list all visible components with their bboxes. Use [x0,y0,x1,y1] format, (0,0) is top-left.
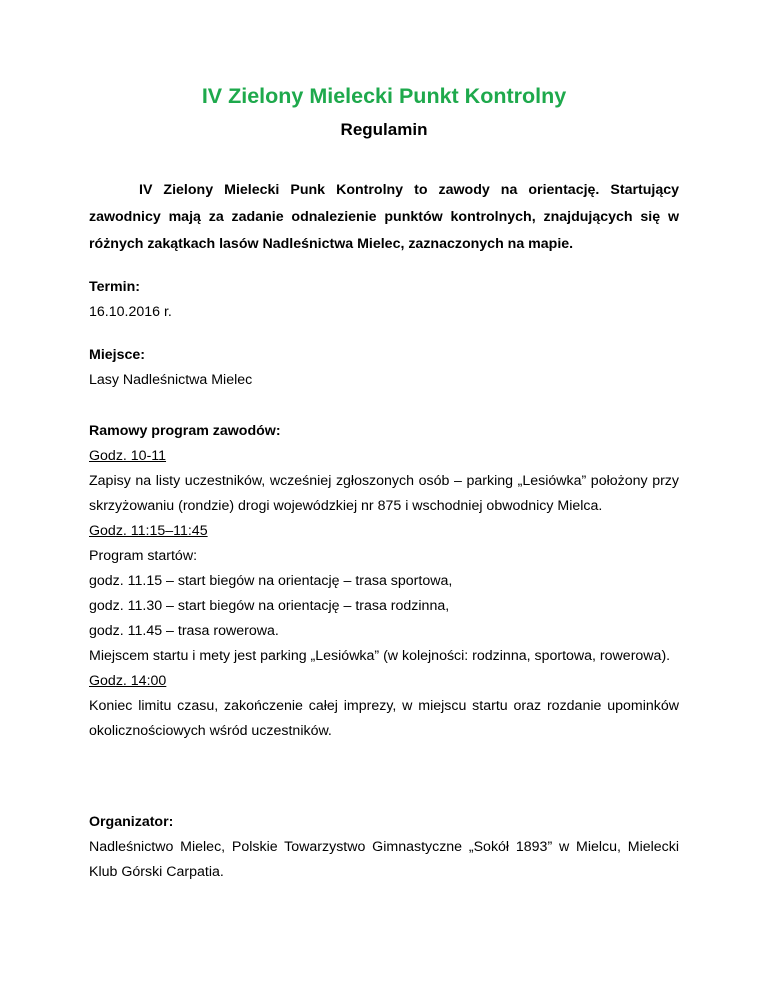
intro-paragraph: IV Zielony Mielecki Punk Kontrolny to zawody na orientację. Startujący zawodnicy mają za zadanie odnalezienie punktów kontrolnych, znajdujących się w różnych zakątkach lasów Nadleśnictwa Mielec, zaznaczonych na mapie. [89,182,679,252]
start-item: godz. 11.30 – start biegów na orientację – trasa rodzinna, [89,598,450,614]
start-item: godz. 11.15 – start biegów na orientację – trasa sportowa, [89,573,453,589]
termin-label: Termin: [89,279,140,295]
slot3-time: Godz. 14:00 [89,673,167,689]
organizator-section [89,810,679,885]
termin-section [89,275,679,325]
slot2-heading: Program startów: [89,548,198,564]
slot1-text: Zapisy na listy uczestników, wcześniej zgłoszonych osób – parking „Lesiówka” położony przy skrzyżowaniu (rondzie) drogi wojewódzkiej nr 875 i wschodniej obwodnicy Mielca. [89,473,679,514]
slot2-time: Godz. 11:15–11:45 [89,523,208,539]
organizator-value: Nadleśnictwo Mielec, Polskie Towarzystwo Gimnastyczne „Sokół 1893” w Mielcu, Mielecki Klub Górski Carpatia. [89,839,679,880]
slot1-time: Godz. 10-11 [89,448,167,464]
start-item: godz. 11.45 – trasa rowerowa. [89,623,279,639]
miejsce-label: Miejsce: [89,347,145,363]
miejsce-section [89,343,679,393]
program-section [89,419,679,744]
slot3-text: Koniec limitu czasu, zakończenie całej imprezy, w miejscu startu oraz rozdanie upominków okolicznościowych wśród uczestników. [89,698,679,739]
program-label: Ramowy program zawodów: [89,423,281,439]
organizator-label: Organizator: [89,814,174,830]
slot2-note: Miejscem startu i mety jest parking „Lesiówka” (w kolejności: rodzinna, sportowa, rowerowa). [89,648,671,664]
document-subtitle: Regulamin [340,120,428,139]
termin-value: 16.10.2016 r. [89,304,172,320]
document-title: IV Zielony Mielecki Punkt Kontrolny [201,84,567,108]
miejsce-value: Lasy Nadleśnictwa Mielec [89,372,253,388]
